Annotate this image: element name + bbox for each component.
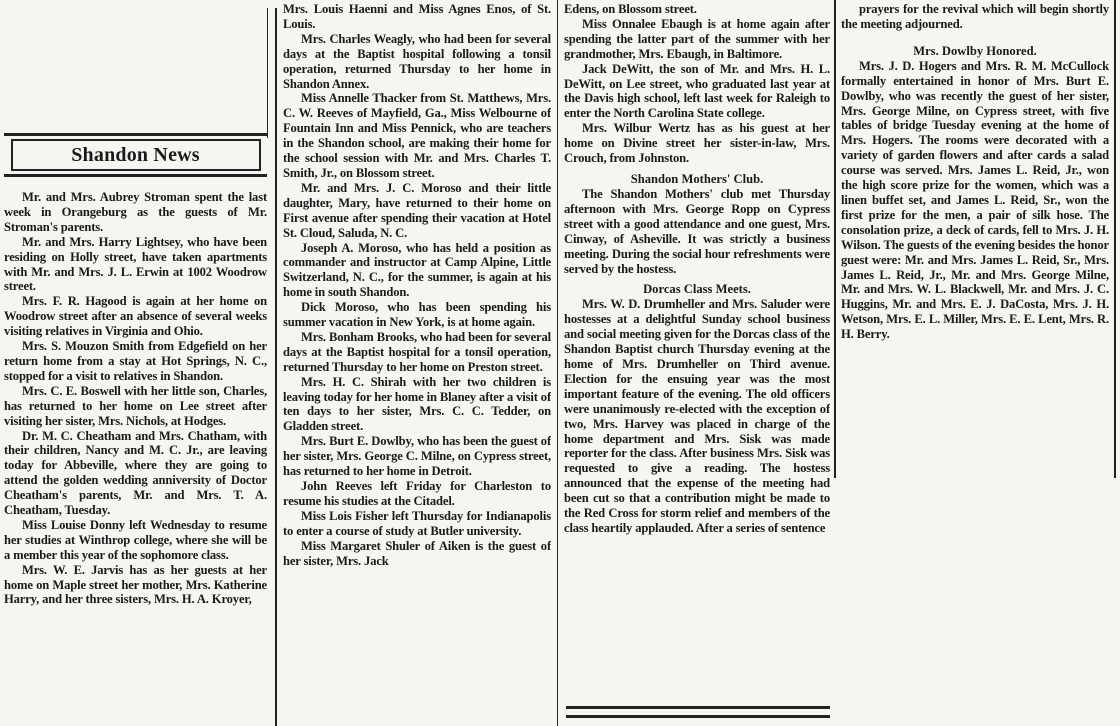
article-paragraph: Mrs. Charles Weagly, who had been for several days at the Baptist hospital following a tonsil operation, returned Thursday to her home in Shandon Annex. [283, 31, 551, 91]
article-paragraph: Miss Annelle Thacker from St. Matthews, Mrs. C. W. Reeves of Mayfield, Ga., Miss Welbourne of Fountain Inn and Miss Pennick, who are teachers in the Shandon school, are making their home for the school session with Mr. and Mrs. Charles T. Smith, Jr., on Blossom street. [283, 91, 551, 180]
heading-dowlby-honored: Mrs. Dowlby Honored. [913, 43, 1037, 58]
article-paragraph: Mr. and Mrs. J. C. Moroso and their little daughter, Mary, have returned to their home on First avenue after spending their vacation at Hotel St. Cloud, Saluda, N. C. [283, 180, 551, 240]
article-paragraph: Mrs. H. C. Shirah with her two children is leaving today for her home in Blaney after a visit of ten days to her sister, Mrs. C. C. Tedder, on Gladden street. [283, 374, 551, 434]
column-3 [564, 2, 830, 698]
bottom-rule-2 [566, 715, 830, 718]
article-paragraph: Mrs. Wilbur Wertz has as his guest at her home on Divine street her sister-in-law, Mrs. Crouch, from Johnston. [564, 121, 830, 166]
article-paragraph: The Shandon Mothers' club met Thursday afternoon with Mrs. George Ropp on Cypress street with a good attendance and one guest, Mrs. Cinway, of Asheville. It was strictly a business meeting. During the social hour refreshments were served by the hostess. [564, 186, 830, 276]
heading-dorcas-class: Dorcas Class Meets. [643, 282, 751, 297]
article-paragraph: Mrs. C. E. Boswell with her little son, Charles, has returned to her home on Lee street after visiting her sister, Mrs. Nichols, at Hodges. [4, 383, 267, 428]
article-paragraph: Mrs. Burt E. Dowlby, who has been the guest of her sister, Mrs. George C. Milne, on Cypress street, has returned to her home in Detroit. [283, 434, 551, 479]
column-4 [841, 2, 1109, 478]
article-paragraph: Mr. and Mrs. Harry Lightsey, who have been residing on Holly street, have taken apartments with Mr. and Mrs. J. L. Erwin at 1002 Woodrow street. [4, 234, 267, 294]
article-paragraph: John Reeves left Friday for Charleston to resume his studies at the Citadel. [283, 479, 551, 508]
article-paragraph: Mrs. F. R. Hagood is again at her home on Woodrow street after an absence of several weeks visiting relatives in Virginia and Ohio. [4, 294, 267, 339]
article-paragraph: Dick Moroso, who has been spending his summer vacation in New York, is at home again. [283, 300, 551, 330]
article-paragraph: Mr. and Mrs. Aubrey Stroman spent the last week in Orangeburg as the guests of Mr. Stroman's parents. [4, 190, 267, 234]
article-paragraph: Mrs. Bonham Brooks, who had been for several days at the Baptist hospital for a tonsil operation, returned Thursday to her home on Preston street. [283, 329, 551, 374]
article-paragraph: prayers for the revival which will begin shortly the meeting adjourned. [841, 2, 1109, 31]
column-2 [283, 2, 551, 726]
bottom-rule-1 [566, 706, 830, 709]
article-paragraph: Dr. M. C. Cheatham and Mrs. Chatham, with their children, Nancy and M. C. Jr., are leaving today for Abbeville, where they are going to attend the golden wedding anniversity of Doctor Cheatham's parents, Mr. and Mrs. T. A. Cheatham, Tuesday. [4, 428, 267, 518]
article-paragraph: Miss Onnalee Ebaugh is at home again after spending the latter part of the summer with her grandmother, Mrs. Ebaugh, in Baltimore. [564, 16, 830, 61]
article-paragraph: Miss Lois Fisher left Thursday for Indianapolis to enter a course of study at Butler university. [283, 508, 551, 538]
column-rule-left [275, 8, 277, 726]
article-paragraph: Mrs. S. Mouzon Smith from Edgefield on her return home from a stay at Hot Springs, N. C., stopped for a visit to relatives in Shandon. [4, 339, 267, 383]
article-paragraph: Mrs. W. D. Drumheller and Mrs. Saluder were hostesses at a delightful Sunday school business and social meeting given for the Dorcas class of the Shandon Baptist church Thursday evening at the home of Mrs. Drumheller on Third avenue. Election for the ensuing year was the most important feature of the evening. The old officers were unanimously re-elected with the exception of two, Mrs. Harvey was placed in charge of the home department and Mrs. Sisk was made reporter for the class. After business Mrs. Sisk was requested to give a reading. The hostess announced that the expense of the meeting had been cut so that a contribution might be made to the Red Cross for storm relief and members of the class heartily applauded. After a series of sentence [564, 297, 830, 535]
article-paragraph: Miss Louise Donny left Wednesday to resume her studies at Winthrop college, where she will be a member this year of the sophomore class. [4, 517, 267, 562]
masthead-title: Shandon News [11, 139, 261, 171]
column-rule-top-left [267, 8, 268, 138]
article-paragraph: Edens, on Blossom street. [564, 2, 697, 16]
article-paragraph: Miss Margaret Shuler of Aiken is the guest of her sister, Mrs. Jack [283, 538, 551, 568]
column-rule-right [834, 0, 836, 478]
masthead [4, 133, 267, 177]
article-paragraph: Mrs. W. E. Jarvis has as her guests at her home on Maple street her mother, Mrs. Katherine Harry, and her three sisters, Mrs. H. A. Kroyer, [4, 562, 267, 607]
article-paragraph: Jack DeWitt, the son of Mr. and Mrs. H. L. DeWitt, on Lee street, who graduated last year at the Davis high school, left last week for Raleigh to enter the North Carolina State college. [564, 61, 830, 121]
article-paragraph: Joseph A. Moroso, who has held a position as commander and instructor at Camp Alpine, Little Switzerland, N. C., for the summer, is again at his home in south Shandon. [283, 240, 551, 300]
article-paragraph: Mrs. Louis Haenni and Miss Agnes Enos, of St. Louis. [283, 2, 551, 31]
column-rule-center [557, 0, 558, 726]
heading-mothers-club: Shandon Mothers' Club. [630, 171, 764, 186]
article-paragraph: Mrs. J. D. Hogers and Mrs. R. M. McCullock formally entertained in honor of Mrs. Burt E. Dowlby, who was recently the guest of her sister, Mrs. George Milne, on Cypress street, with five tables of bridge Tuesday evening at the home of Mrs. Hogers. The rooms were decorated with a variety of garden flowers and after cards a salad course was served. Mrs. James L. Reid, Jr., won the high score prize for the women, which was a linen buffet set, and James L. Reid, Sr., won the first prize for the men, a pair of silk hose. The consolation prize, a deck of cards, fell to Mrs. J. H. Wilson. The guests of the evening besides the honor guest were: Mr. and Mrs. James L. Reid, Sr., Mrs. James L. Reid, Jr., Mr. and Mrs. George Milne, Mr. and Mrs. W. L. Blackwell, Mr. and Mrs. J. C. Huggins, Mr. and Mrs. E. J. DaCosta, Mrs. J. H. Wetson, Mrs. E. L. Miller, Mrs. E. E. Lent, Mrs. R. H. Berry. [841, 58, 1109, 342]
column-1 [4, 190, 267, 726]
page-edge-right [1114, 0, 1116, 478]
